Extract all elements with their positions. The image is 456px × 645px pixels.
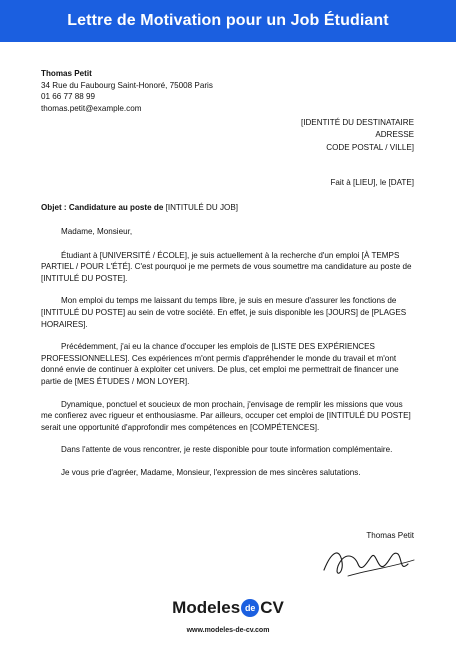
document-title-banner: [0, 0, 456, 42]
recipient-line: ADRESSE: [375, 130, 414, 140]
subject-label: Objet : Candidature au poste de: [41, 203, 164, 212]
body-paragraph: Étudiant à [UNIVERSITÉ / ÉCOLE], je suis actuellement à la recherche d'un emploi [À TEMPS PARTIEL / POUR L'ÉTÉ]. C'est pourquoi je me permets de vous soumettre ma candidature au poste de [INTITULÉ DU POSTE].: [41, 250, 412, 283]
body-paragraph: Je vous prie d'agréer, Madame, Monsieur, l'expression de mes sincères salutations.: [61, 467, 361, 477]
handwritten-signature: [318, 540, 418, 584]
logo-text-left: Modeles: [172, 598, 241, 617]
date-place: Fait à [LIEU], le [DATE]: [330, 178, 414, 187]
subject-value: [INTITULÉ DU JOB]: [165, 203, 238, 212]
sender-phone: 01 66 77 88 99: [41, 92, 96, 102]
recipient-line: [IDENTITÉ DU DESTINATAIRE: [300, 118, 414, 127]
recipient-line: CODE POSTAL / VILLE]: [326, 142, 414, 152]
salutation: Madame, Monsieur,: [61, 227, 133, 236]
brand-logo: [0, 598, 456, 618]
document-title: Lettre de Motivation pour un Job Étudiant: [67, 12, 389, 29]
sender-block: [41, 68, 213, 114]
sender-email: thomas.petit@example.com: [41, 103, 142, 113]
logo-badge: de: [241, 599, 259, 617]
website-link[interactable]: www.modeles-de-cv.com: [186, 627, 270, 634]
recipient-block: [301, 117, 414, 154]
body-paragraph: Mon emploi du temps me laissant du temps libre, je suis en mesure d'assurer les fonctions de [INTITULÉ DU POSTE] au sein de votre société. En effet, je suis disponible les [JOURS] de [PLAGES HORAIRES].: [41, 296, 407, 329]
body-paragraph: Dynamique, ponctuel et soucieux de mon prochain, j'envisage de remplir les missions que vous me confierez avec rigueur et enthousiasme. Par ailleurs, occuper cet emploi de [INTITULÉ DU POSTE] serait une opportunité d'approfondir mes compétences en [COMPÉTENCES].: [41, 399, 411, 432]
sender-name: Thomas Petit: [41, 69, 92, 78]
letter-body: [41, 226, 413, 490]
logo-text-right: CV: [260, 598, 284, 617]
subject-line: [41, 203, 238, 212]
sender-address: 34 Rue du Faubourg Saint-Honoré, 75008 Paris: [41, 80, 213, 90]
body-paragraph: Dans l'attente de vous rencontrer, je reste disponible pour toute information complémentaire.: [61, 445, 393, 455]
signature-name: Thomas Petit: [366, 531, 414, 540]
body-paragraph: Précédemment, j'ai eu la chance d'occuper les emplois de [LISTE DES EXPÉRIENCES PROFESSIONNELLES]. Ces expériences m'ont permis d'appréhender le monde du travail et m'ont donné envie de continuer à exploiter cet univers. De plus, cet emploi me permettrait de financer une partie de [MES ÉTUDES / MON LOYER].: [41, 342, 399, 386]
